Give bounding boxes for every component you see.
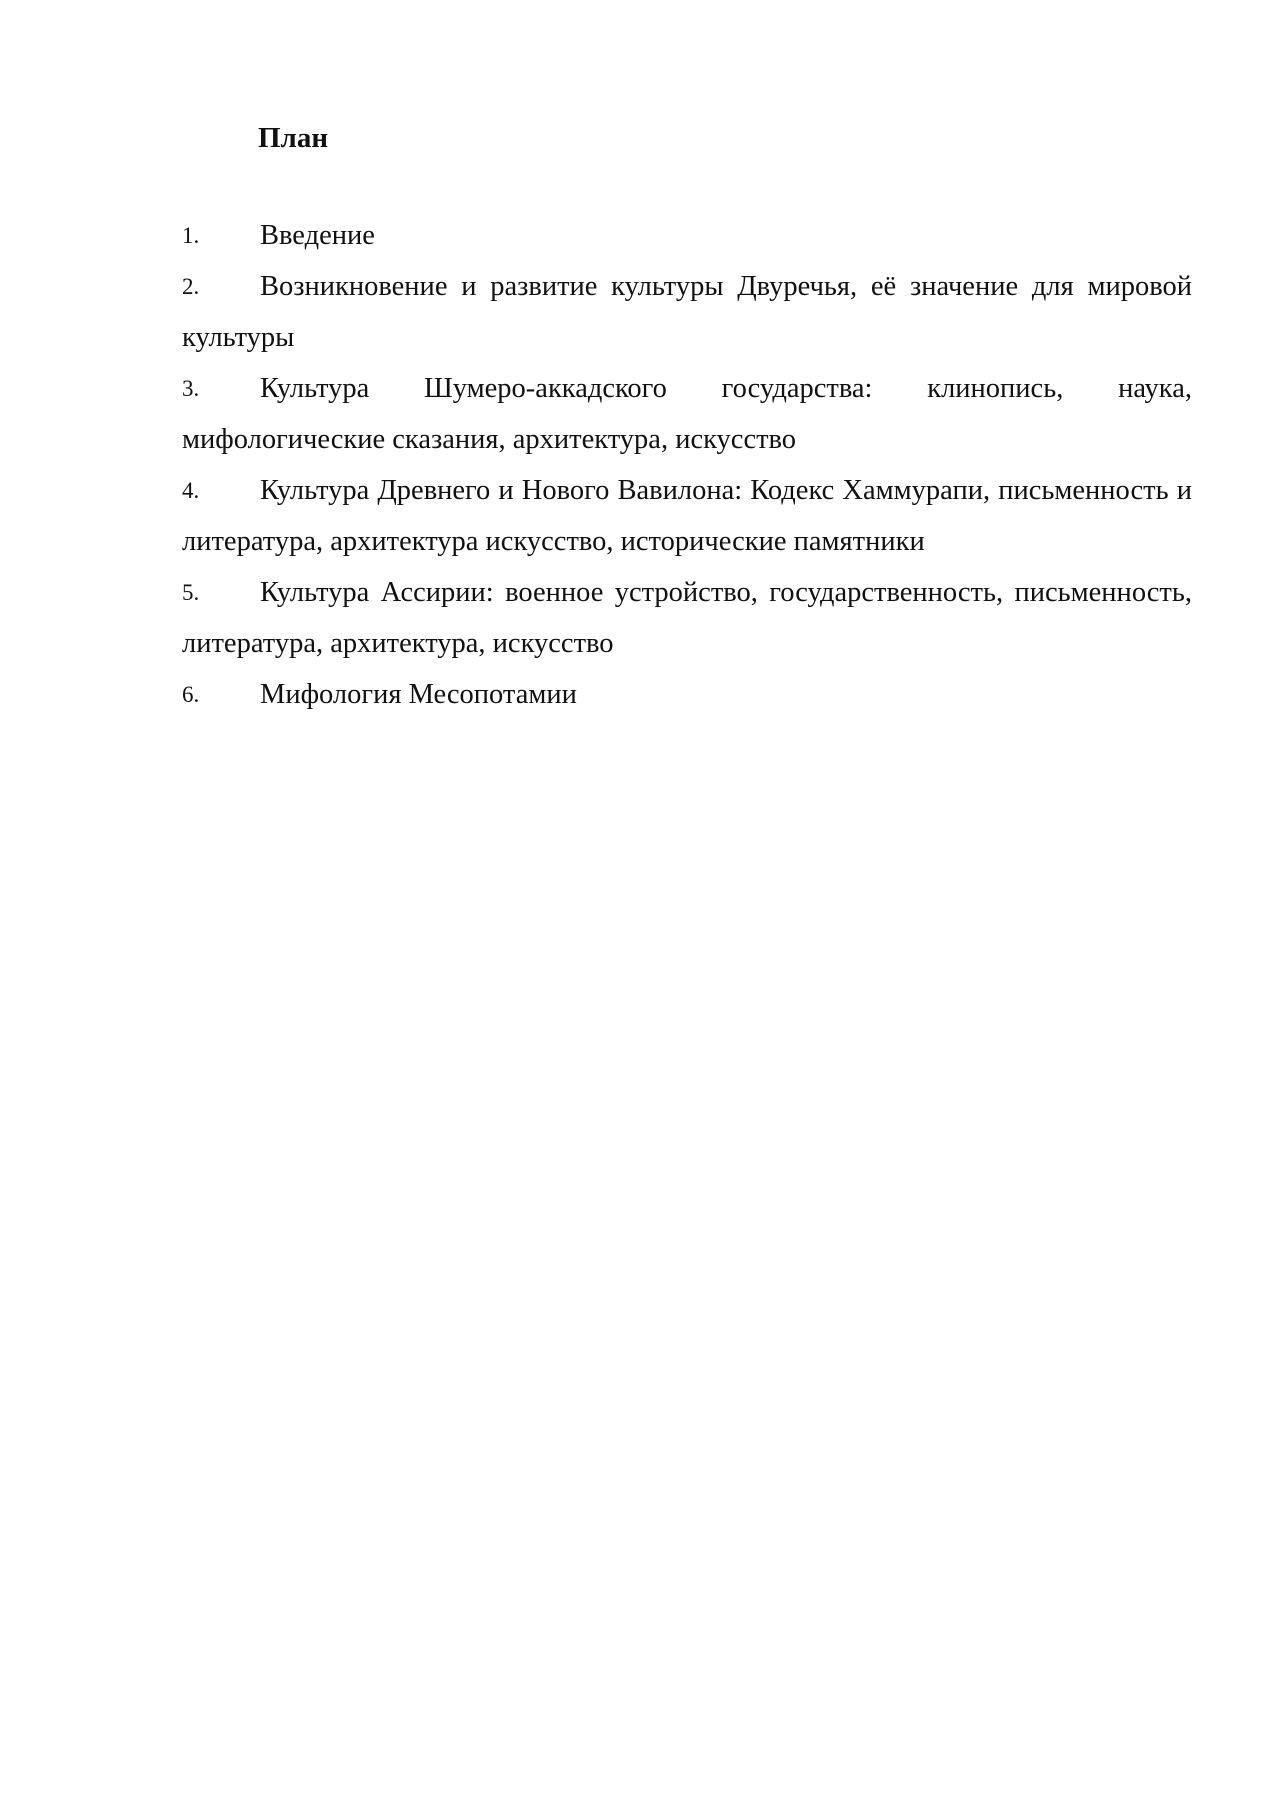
document-title: План xyxy=(258,122,329,154)
plan-item-text: Культура Древнего и Нового Вавилона: Кодекс Хаммурапи, письменность и литература, архитектура искусство, исторические памятники xyxy=(182,475,1192,557)
plan-item-number: 2. xyxy=(182,274,200,299)
plan-item-text: Возникновение и развитие культуры Двуречья, её значение для мировой культуры xyxy=(182,271,1192,353)
plan-list xyxy=(182,210,1192,720)
plan-item-4 xyxy=(182,465,1192,567)
plan-item-number: 3. xyxy=(182,376,200,401)
plan-item-3 xyxy=(182,363,1192,465)
plan-item-5 xyxy=(182,567,1192,669)
plan-item-text: Мифология Месопотамии xyxy=(260,679,577,710)
plan-item-text: Культура Ассирии: военное устройство, государственность, письменность, литература, архитектура, искусство xyxy=(182,577,1192,659)
plan-item-1 xyxy=(182,210,1192,261)
plan-item-number: 5. xyxy=(182,580,200,605)
plan-item-6 xyxy=(182,669,1192,720)
plan-item-number: 1. xyxy=(182,223,200,248)
plan-item-number: 6. xyxy=(182,682,200,707)
plan-item-text: Введение xyxy=(260,220,375,251)
plan-item-text: Культура Шумеро-аккадского государства: клинопись, наука, мифологические сказания, архитектура, искусство xyxy=(182,373,1192,455)
plan-item-2 xyxy=(182,261,1192,363)
plan-item-number: 4. xyxy=(182,478,200,503)
